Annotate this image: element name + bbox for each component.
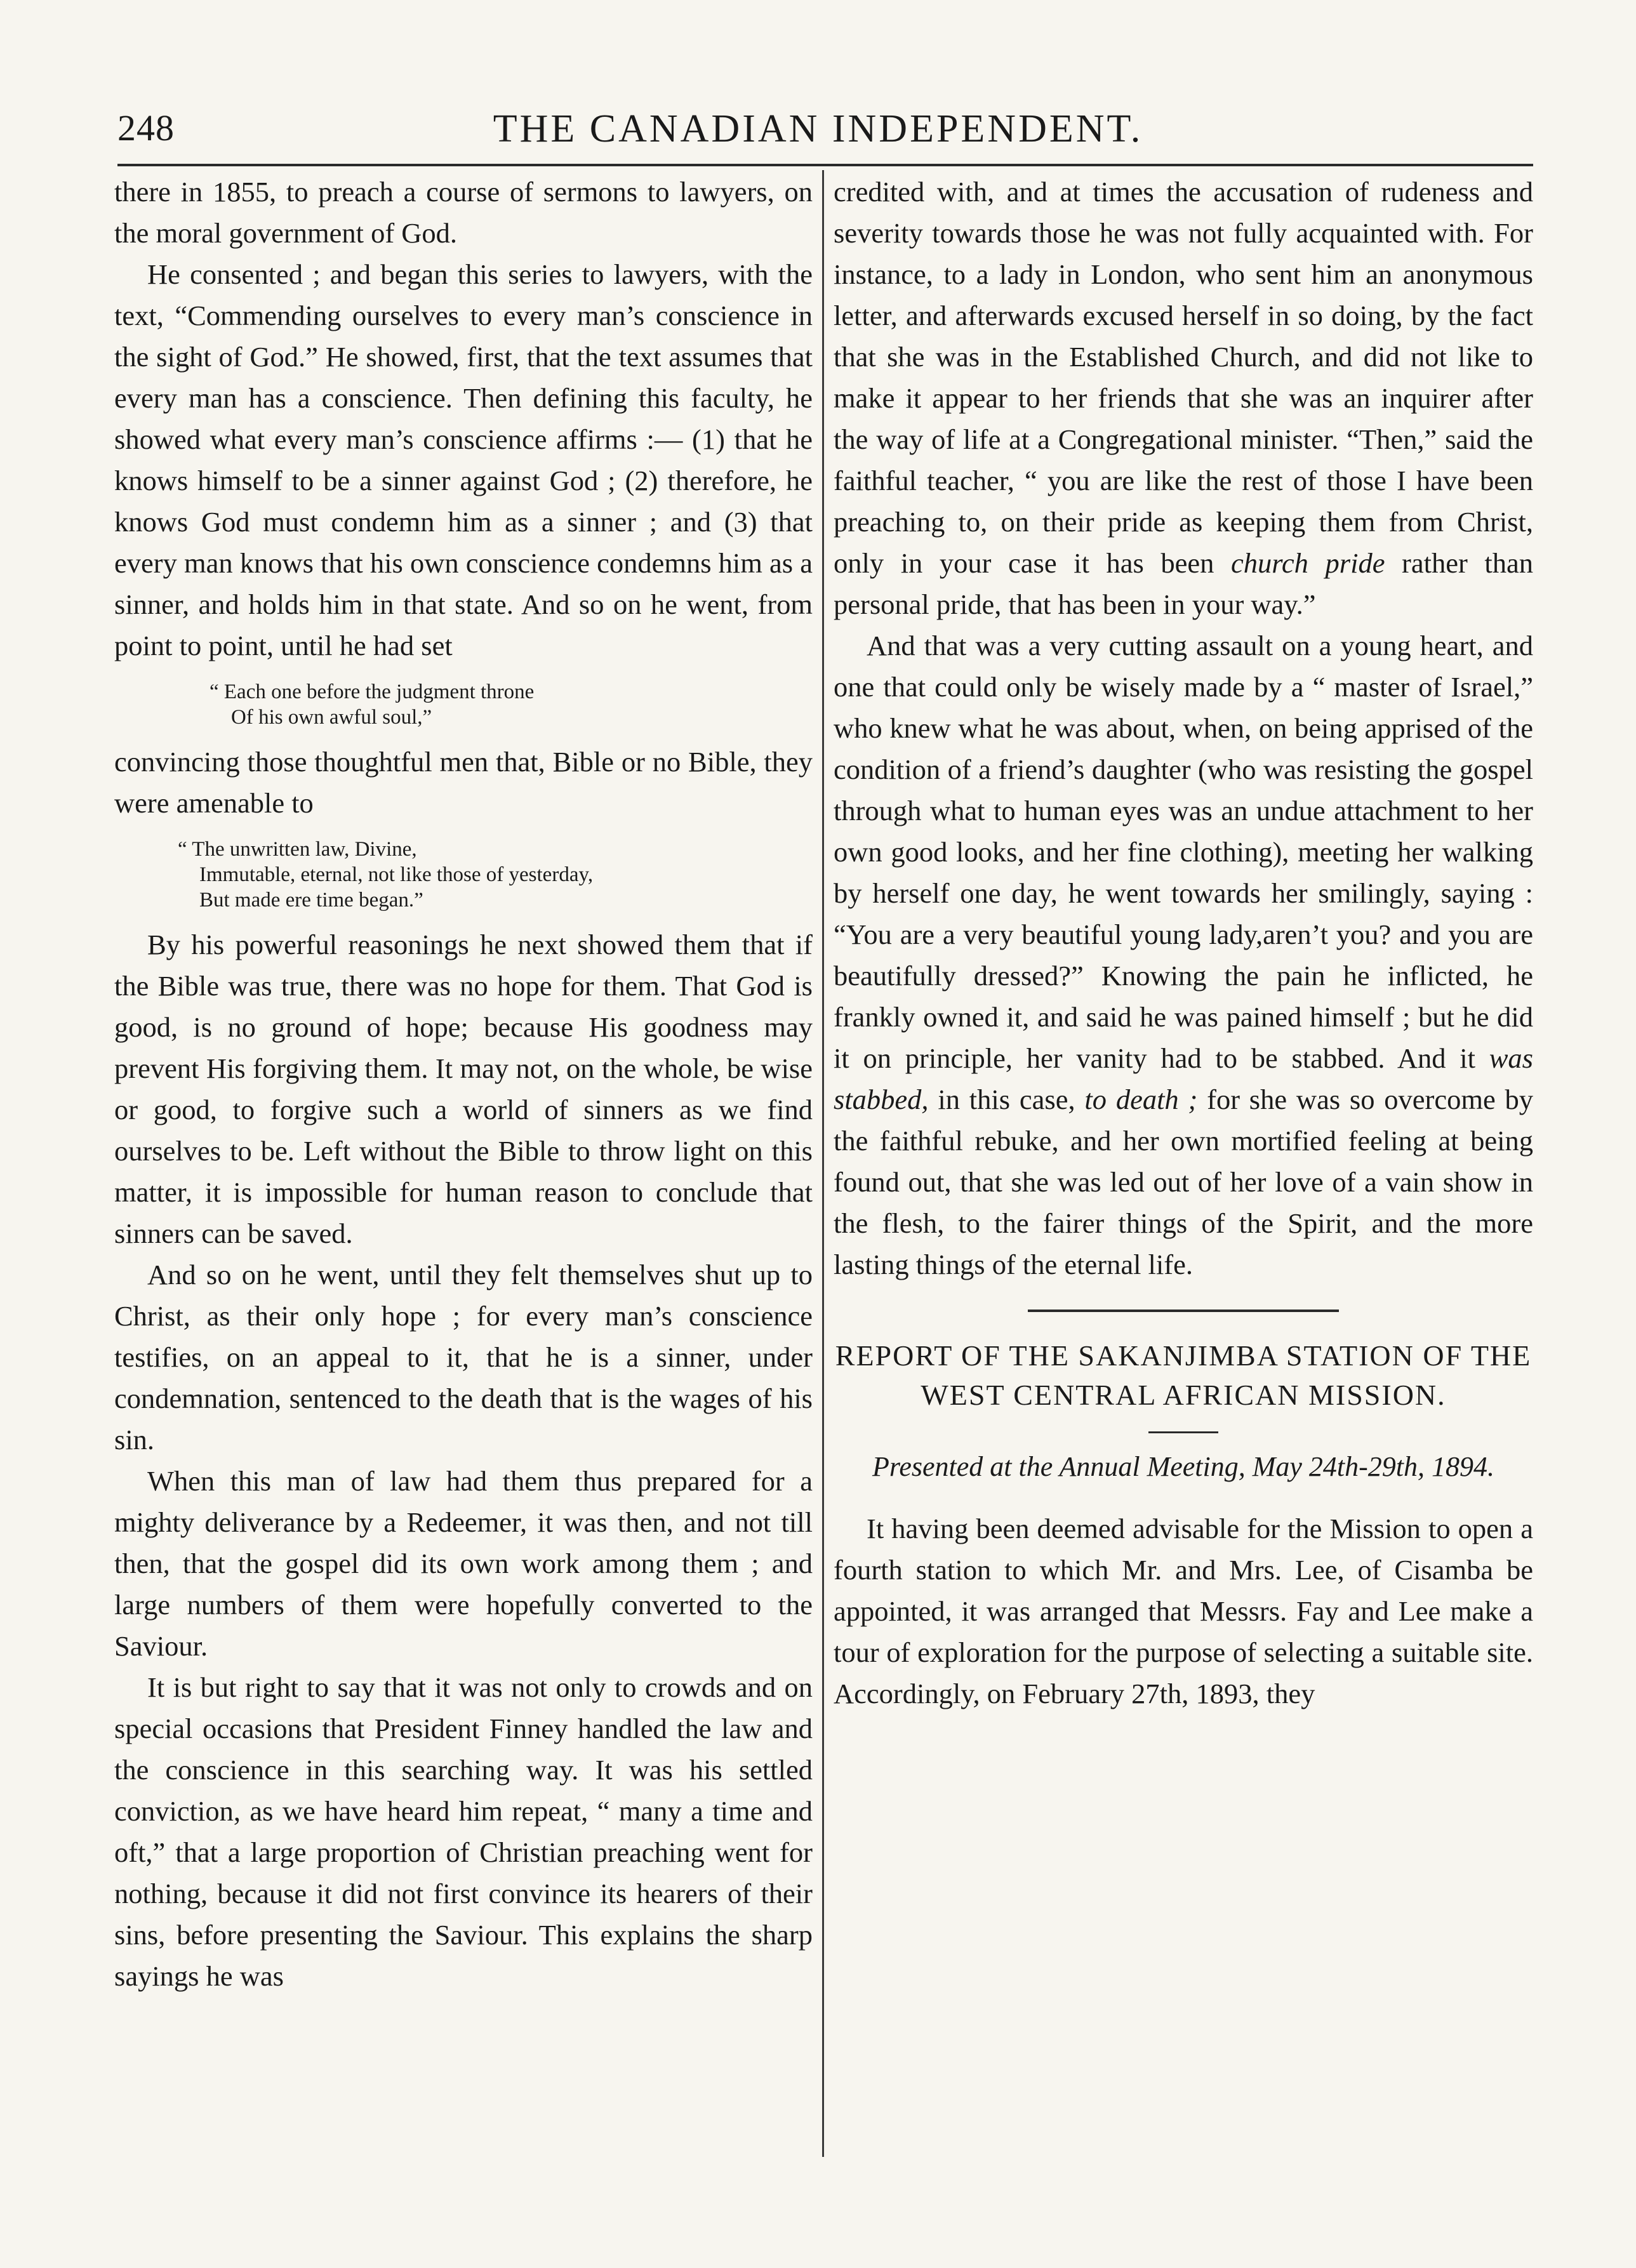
left-paragraph-4: By his powerful reasonings he next showed them that if the Bible was true, there was no hope for them. That God is good, is no ground of hope; because His goodness may prevent His forgiving them. It may not, on the whole, be wise or good, to forgive such a world of sinners as we find ourselves to be. Left without the Bible to throw light on this matter, it is impossible for human reason to conclude that sinners can be saved. xyxy=(114,929,813,1249)
left-paragraph-1: there in 1855, to preach a course of sermons to lawyers, on the moral government of God. xyxy=(114,176,813,249)
verse-line: Of his own awful soul,” xyxy=(231,706,432,729)
left-paragraph-7: It is but right to say that it was not only to crowds and on special occasions that President Finney handled the law and the conscience in this searching way. It was his settled conviction, as we have heard him repeat, “ many a time and oft,” that a large proportion of Christian preaching went for nothing, because it did not first convince its hearers of their sins, before presenting the Saviour. This explains the sharp sayings he was xyxy=(114,1671,813,1992)
text-run: for she was so overcome by the faithful rebuke, and her own mortified feeling at being found out, that she was led out of her love of a vain show in the flesh, to the fairer things of the Spirit, and the more lasting things of the eternal life. xyxy=(834,1084,1534,1280)
right-paragraph-3: It having been deemed advisable for the Mission to open a fourth station to which Mr. and Mrs. Lee, of Cisamba be appointed, it was arranged that Messrs. Fay and Lee make a tour of exploration for the purpose of selecting a suitable site. Accordingly, on February 27th, 1893, they xyxy=(834,1513,1533,1709)
left-paragraph-3: convincing those thoughtful men that, Bible or no Bible, they were amenable to xyxy=(114,746,813,819)
text-run: in this case, xyxy=(938,1084,1075,1115)
left-paragraph-2: He consented ; and began this series to lawyers, with the text, “Commending ourselves to every man’s conscience in the sight of God.” He showed, first, that the text assumes that every man has a conscience. Then defining this faculty, he showed what every man’s conscience affirms :— (1) that he knows himself to be a sinner against God ; (2) therefore, he knows God must condemn him as a sinner ; and (3) that every man knows that his own conscience condemns him as a sinner, and holds him in that state. And so on he went, from point to point, until he had set xyxy=(114,258,813,661)
italic-run: to death ; xyxy=(1084,1084,1198,1115)
italic-run: church pride xyxy=(1231,547,1385,579)
right-column xyxy=(834,171,1533,1714)
header-rule xyxy=(117,164,1533,166)
verse-line: “ The unwritten law, Divine, xyxy=(178,838,417,861)
left-paragraph-5: And so on he went, until they felt themselves shut up to Christ, as their only hope ; for every man’s conscience testifies, on an appeal to it, that he is a sinner, under condemnation, sentenced to the death that is the wages of his sin. xyxy=(114,1259,813,1456)
right-paragraph-1 xyxy=(834,171,1533,625)
verse-line: But made ere time began.” xyxy=(199,889,423,912)
right-paragraph-2 xyxy=(834,625,1533,1285)
left-column xyxy=(114,171,813,1997)
section-divider xyxy=(1028,1310,1339,1312)
italic-run: was stabbed, xyxy=(834,1042,1533,1115)
column-divider xyxy=(822,170,824,2157)
verse-line: Immutable, eternal, not like those of yesterday, xyxy=(199,863,594,886)
article-subtitle: Presented at the Annual Meeting, May 24th-29th, 1894. xyxy=(872,1451,1495,1482)
left-paragraph-6: When this man of law had them thus prepared for a mighty deliverance by a Redeemer, it was then, and not till then, that the gospel did its own work among them ; and large numbers of them were hopefully converted to the Saviour. xyxy=(114,1465,813,1662)
title-divider xyxy=(1148,1431,1218,1433)
verse-quote-2 xyxy=(114,837,813,913)
text-run: rather than personal pride, that has been in your way.” xyxy=(834,547,1533,620)
text-run: credited with, and at times the accusation of rudeness and severity towards those he was not fully acquainted with. For instance, to a lady in London, who sent him an anonymous letter, and afterwards excused herself in so doing, by the fact that she was in the Established Church, and did not like to make it appear to her friends that she was an inquirer after the way of life at a Congregational minister. “Then,” said the faithful teacher, “ you are like the rest of those I have been preaching to, on their pride as keeping them from Christ, only in your case it has been xyxy=(834,176,1533,579)
page-number: 248 xyxy=(117,107,175,149)
running-head: THE CANADIAN INDEPENDENT. xyxy=(493,107,1143,150)
verse-quote-1 xyxy=(114,679,813,730)
text-run: And that was a very cutting assault on a young heart, and one that could only be wisely made by a “ master of Israel,” who knew what he was about, when, on being apprised of the condition of a friend’s daughter (who was resisting the gospel through what to human eyes was an undue attachment to her own good looks, and her fine clothing), meeting her walking by herself one day, he went towards her smilingly, saying : “You are a very beautiful young lady,aren’t you? and you are beautifully dressed?” Knowing the pain he inflicted, he frankly owned it, and said he was pained himself ; but he did it on principle, her vanity had to be stabbed. And it xyxy=(834,630,1533,1074)
article-title: REPORT OF THE SAKANJIMBA STATION OF THE WEST CENTRAL AFRICAN MISSION. xyxy=(835,1339,1532,1411)
verse-line: “ Each one before the judgment throne xyxy=(209,680,535,703)
